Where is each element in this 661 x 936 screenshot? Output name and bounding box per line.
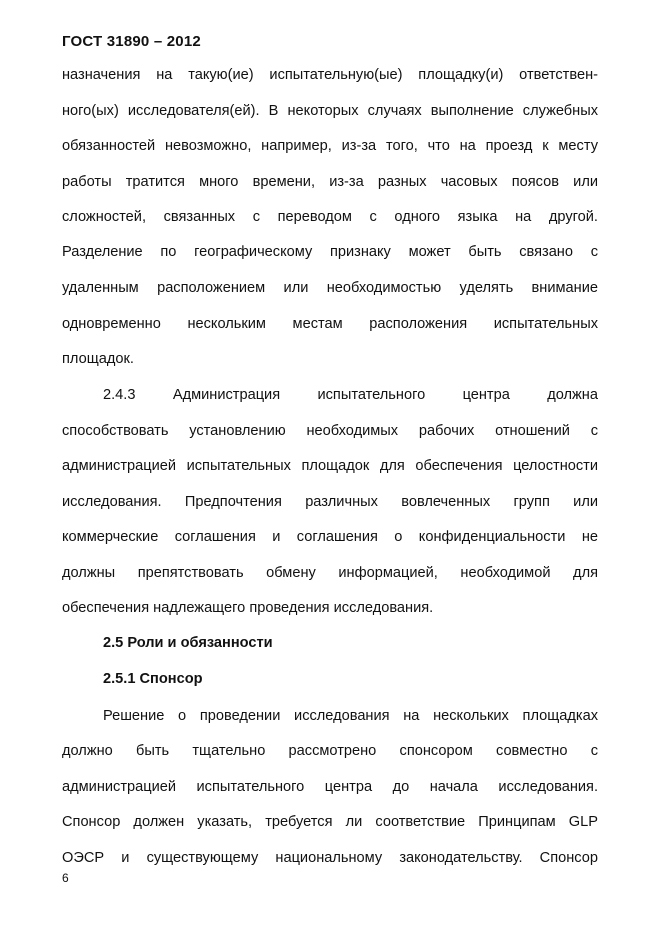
text-line: назначения на такую(ие) испытательную(ые) площадку(и) ответствен- xyxy=(62,67,598,83)
text-line: обязанностей невозможно, например, из-за того, что на проезд к месту xyxy=(62,138,598,154)
text-line: ного(ых) исследователя(ей). В некоторых случаях выполнение служебных xyxy=(62,103,598,119)
text-line: способствовать установлению необходимых рабочих отношений с xyxy=(62,423,598,439)
text-line: коммерческие соглашения и соглашения о конфиденциальности не xyxy=(62,529,598,545)
text-line: Решение о проведении исследования на нескольких площадках xyxy=(103,708,598,724)
text-line: должно быть тщательно рассмотрено спонсором совместно с xyxy=(62,743,598,759)
standard-header: ГОСТ 31890 – 2012 xyxy=(62,33,201,50)
section-heading: 2.5 Роли и обязанности xyxy=(103,635,273,651)
text-line: одновременно нескольким местам расположения испытательных xyxy=(62,316,598,332)
text-line: ОЭСР и существующему национальному законодательству. Спонсор xyxy=(62,850,598,866)
text-line: Разделение по географическому признаку может быть связано с xyxy=(62,244,598,260)
text-line: удаленным расположением или необходимостью уделять внимание xyxy=(62,280,598,296)
text-line: администрацией испытательного центра до начала исследования. xyxy=(62,779,598,795)
text-line: сложностей, связанных с переводом с одного языка на другой. xyxy=(62,209,598,225)
text-line: администрацией испытательных площадок для обеспечения целостности xyxy=(62,458,598,474)
text-line: 2.4.3 Администрация испытательного центра должна xyxy=(103,387,598,403)
text-line: обеспечения надлежащего проведения исследования. xyxy=(62,600,434,616)
page-number: 6 xyxy=(62,871,69,885)
subsection-heading: 2.5.1 Спонсор xyxy=(103,671,203,687)
text-line: площадок. xyxy=(62,351,134,367)
text-line: исследования. Предпочтения различных вовлеченных групп или xyxy=(62,494,598,510)
text-line: Спонсор должен указать, требуется ли соответствие Принципам GLP xyxy=(62,814,598,830)
text-line: работы тратится много времени, из-за разных часовых поясов или xyxy=(62,174,598,190)
text-line: должны препятствовать обмену информацией, необходимой для xyxy=(62,565,598,581)
